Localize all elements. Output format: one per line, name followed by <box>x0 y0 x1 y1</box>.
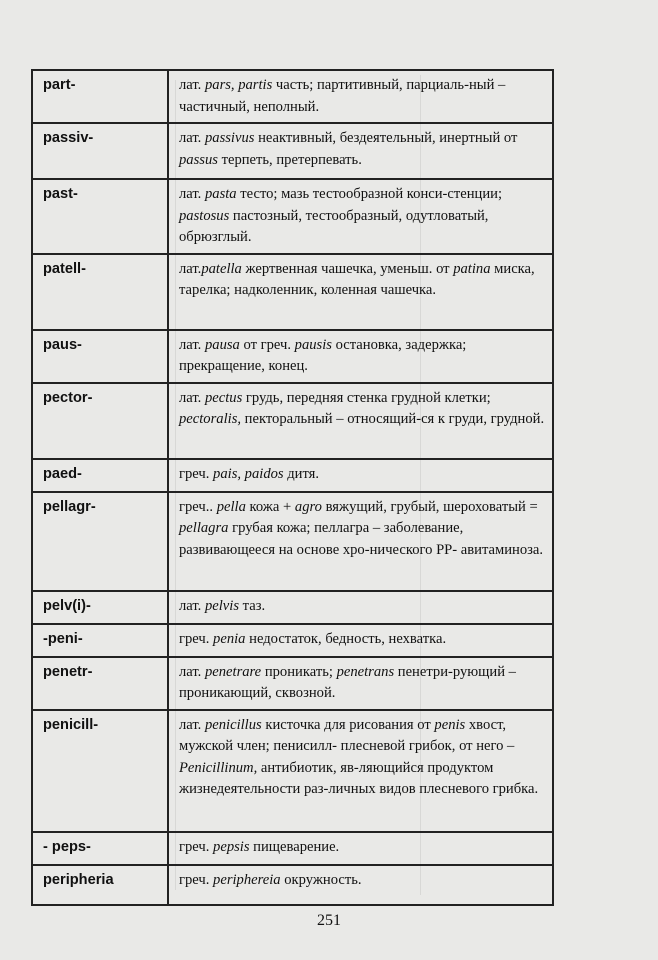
entry-term: paed- <box>32 459 168 492</box>
entry-term: penetr- <box>32 657 168 710</box>
entry-term: part- <box>32 70 168 123</box>
table-row <box>32 624 553 657</box>
table-row <box>32 70 553 123</box>
entry-definition: греч. pais, paidos дитя. <box>168 459 553 492</box>
entry-term: peripheria <box>32 865 168 905</box>
table-row <box>32 657 553 710</box>
entry-definition: лат. pasta тесто; мазь тестообразной конси-стенции; pastosus пастозный, тестообразный, одутловатый, обрюзглый. <box>168 179 553 254</box>
table-row <box>32 179 553 254</box>
table-row <box>32 383 553 459</box>
entry-term: paus- <box>32 330 168 383</box>
dictionary-table <box>31 69 554 906</box>
entry-definition: лат. pectus грудь, передняя стенка грудной клетки; pectoralis, пекторальный – относящий-ся к груди, грудной. <box>168 383 553 459</box>
table-row <box>32 865 553 905</box>
entry-definition: лат. pausa от греч. pausis остановка, задержка; прекращение, конец. <box>168 330 553 383</box>
table-row <box>32 123 553 179</box>
entry-term: - peps- <box>32 832 168 865</box>
entry-term: pelv(i)- <box>32 591 168 624</box>
table-row <box>32 832 553 865</box>
table-row <box>32 254 553 330</box>
entry-definition: греч.. pella кожа + agro вяжущий, грубый, шероховатый = pellagra грубая кожа; пеллагра – заболевание, развивающееся на основе хро-нического РР- авитаминоза. <box>168 492 553 591</box>
entry-term: patell- <box>32 254 168 330</box>
entry-term: past- <box>32 179 168 254</box>
entry-definition: лат. penetrare проникать; penetrans пенетри-рующий – проникающий, сквозной. <box>168 657 553 710</box>
entry-definition: лат. penicillus кисточка для рисования от penis хвост, мужской член; пенисилл- плесневой грибок, от него – Penicillinum, антибиотик, яв-ляющийся продуктом жизнедеятельности раз-личных видов плесневого грибка. <box>168 710 553 832</box>
entry-definition: лат. passivus неактивный, бездеятельный, инертный от passus терпеть, претерпевать. <box>168 123 553 179</box>
entry-term: -peni- <box>32 624 168 657</box>
entry-term: passiv- <box>32 123 168 179</box>
page-number: 251 <box>317 912 341 929</box>
table-row <box>32 492 553 591</box>
table-row <box>32 459 553 492</box>
entry-definition: лат.patella жертвенная чашечка, уменьш. от patina миска, тарелка; надколенник, коленная чашечка. <box>168 254 553 330</box>
table-row <box>32 330 553 383</box>
entry-definition: греч. pepsis пищеварение. <box>168 832 553 865</box>
entry-definition: лат. pelvis таз. <box>168 591 553 624</box>
entry-term: pector- <box>32 383 168 459</box>
table-row <box>32 710 553 832</box>
entry-definition: лат. pars, partis часть; партитивный, парциаль-ный – частичный, неполный. <box>168 70 553 123</box>
entry-term: penicill- <box>32 710 168 832</box>
entry-definition: греч. periphereia окружность. <box>168 865 553 905</box>
table-row <box>32 591 553 624</box>
entry-definition: греч. penia недостаток, бедность, нехватка. <box>168 624 553 657</box>
entry-term: pellagr- <box>32 492 168 591</box>
